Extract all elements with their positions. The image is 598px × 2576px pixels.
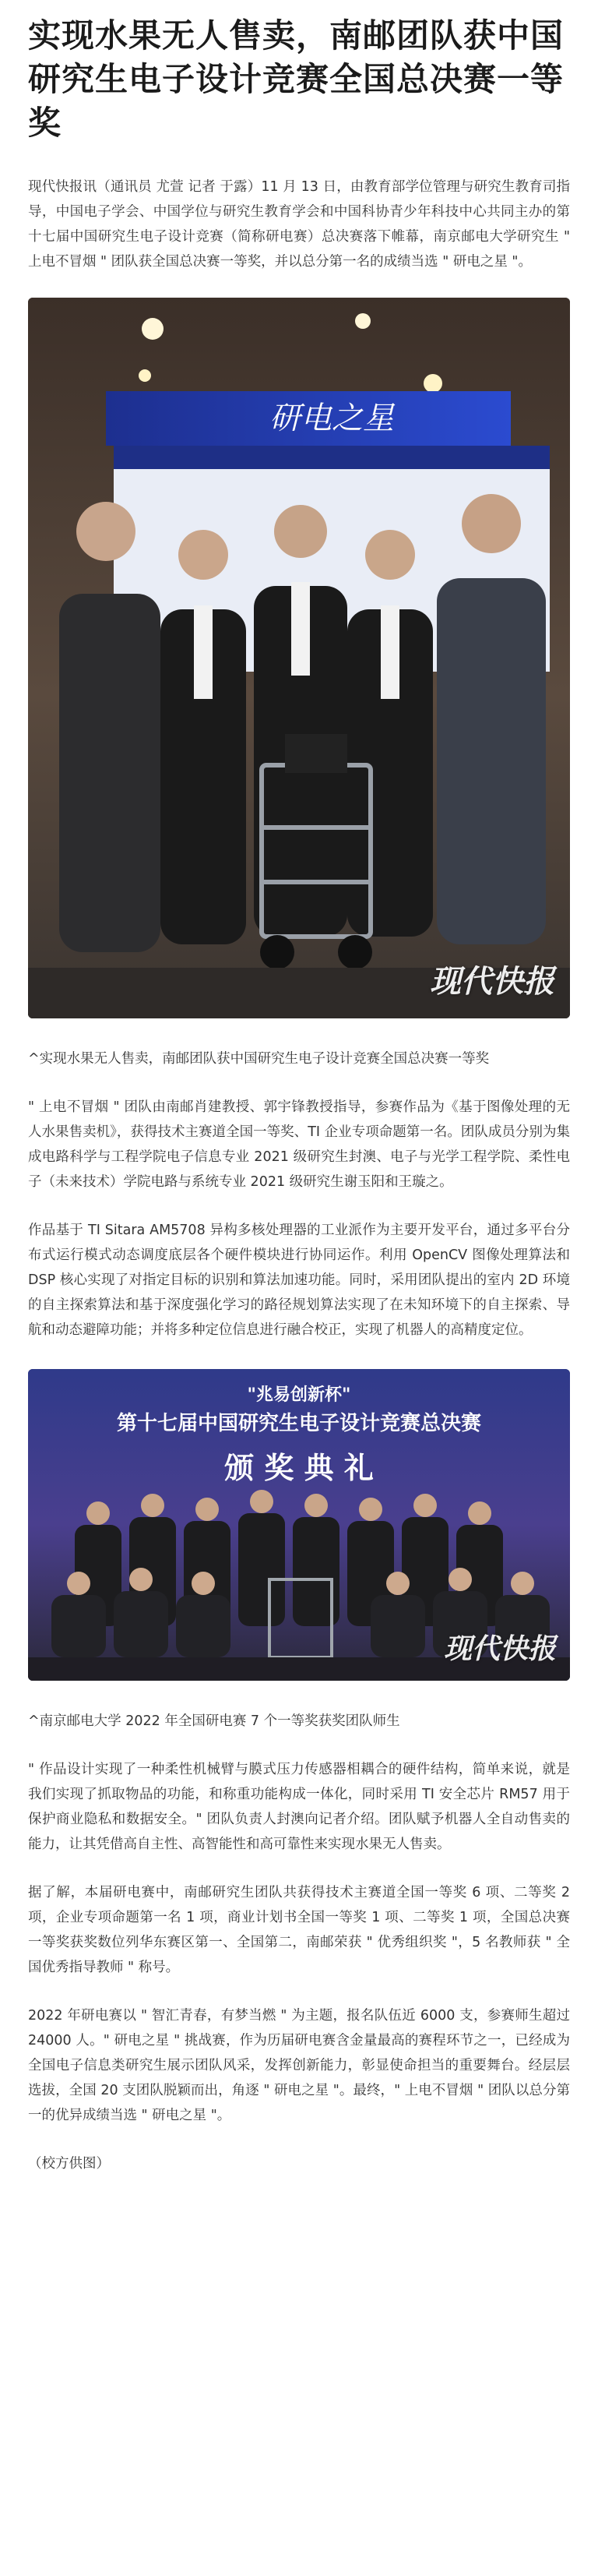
banner2-line3: 颁 奖 典 礼 — [224, 1450, 374, 1485]
watermark-1: 现代快报 — [430, 963, 554, 1000]
banner2-line1: "兆易创新杯" — [247, 1385, 351, 1405]
team-photo-2[interactable] — [28, 1369, 570, 1681]
paragraph-4: " 作品设计实现了一种柔性机械臂与膜式压力传感器相耦合的硬件结构，简单来说，就是我们实现了抓取物品的功能，和称重功能构成一体化，同时采用 TI 安全芯片 RM57 用于保护商业隐私和数据安全。" 团队负责人封澳向记者介绍。团队赋予机器人全自动售卖的能力，让其凭借高自主性、高智能性和高可靠性来实现水果无人售卖。 — [28, 1762, 570, 1852]
photo-2-caption: ^南京邮电大学 2022 年全国研电赛 7 个一等奖获奖团队师生 — [28, 1713, 400, 1729]
watermark-2: 现代快报 — [443, 1632, 556, 1665]
photo-1-caption: ^实现水果无人售卖，南邮团队获中国研究生电子设计竞赛全国总决赛一等奖 — [28, 1051, 490, 1067]
headline: 实现水果无人售卖，南邮团队获中国研究生电子设计竞赛全国总决赛一等奖 — [28, 16, 565, 142]
paragraph-3: 作品基于 TI Sitara AM5708 异构多核处理器的工业派作为主要开发平台，通过多平台分布式运行模式动态调度底层各个硬件模块进行协同运作。利用 OpenCV 图像处理算法和 DSP 核心实现了对指定目标的识别和算法加速功能。同时，采用团队提出的室内 2D 环境的自主探索算法和基于深度强化学习的路径规划算法实现了在未知环境下的自主探索、导航和动态避障功能；并将多种定位信息进行融合校正，实现了机器人的高精度定位。 — [28, 1223, 570, 1338]
paragraph-6: 2022 年研电赛以 " 智汇青春，有梦当燃 " 为主题，报名队伍近 6000 支，参赛师生超过 24000 人。" 研电之星 " 挑战赛，作为历届研电赛含金量最高的赛程环节之一，已经成为全国电子信息类研究生展示团队风采，发挥创新能力，彰显使命担当的重要舞台。经层层选拔，全国 20 支团队脱颖而出，角逐 " 研电之星 "。最终，" 上电不冒烟 " 团队以总分第一的优异成绩当选 " 研电之星 "。 — [28, 2008, 570, 2123]
team-photo-1-image — [28, 298, 570, 1018]
team-photo-1[interactable] — [28, 298, 570, 1018]
banner-text: 研电之星 — [269, 401, 394, 436]
paragraph-2: " 上电不冒烟 " 团队由南邮肖建教授、郭宇锋教授指导，参赛作品为《基于图像处理的无人水果售卖机》，获得技术主赛道全国一等奖、TI 企业专项命题第一名。团队成员分别为集成电路科学与工程学院电子信息专业 2021 级研究生封澳、电子与光学工程学院、柔性电子（未来技术）学院电路与系统专业 2021 级研究生谢玉阳和王璇之。 — [28, 1099, 570, 1190]
banner2-line2: 第十七届中国研究生电子设计竞赛总决赛 — [116, 1412, 482, 1435]
lead-paragraph: 现代快报讯（通讯员 尤萱 记者 于露）11 月 13 日，由教育部学位管理与研究生教育司指导，中国电子学会、中国学位与研究生教育学会和中国科协青少年科技中心共同主办的第十七届中国研究生电子设计竞赛（简称研电赛）总决赛落下帷幕，南京邮电大学研究生 " 上电不冒烟 " 团队获全国总决赛一等奖，并以总分第一名的成绩当选 " 研电之星 "。 — [28, 179, 570, 270]
photo-credit: （校方供图） — [28, 2156, 110, 2172]
paragraph-5: 据了解，本届研电赛中，南邮研究生团队共获得技术主赛道全国一等奖 6 项、二等奖 2 项，企业专项命题第一名 1 项，商业计划书全国一等奖 1 项、二等奖 1 项，全国总决赛一等奖获奖数位列华东赛区第一、全国第二，南邮荣获 " 优秀组织奖 "，5 名教师获 " 全国优秀指导教师 " 称号。 — [28, 1885, 570, 1975]
